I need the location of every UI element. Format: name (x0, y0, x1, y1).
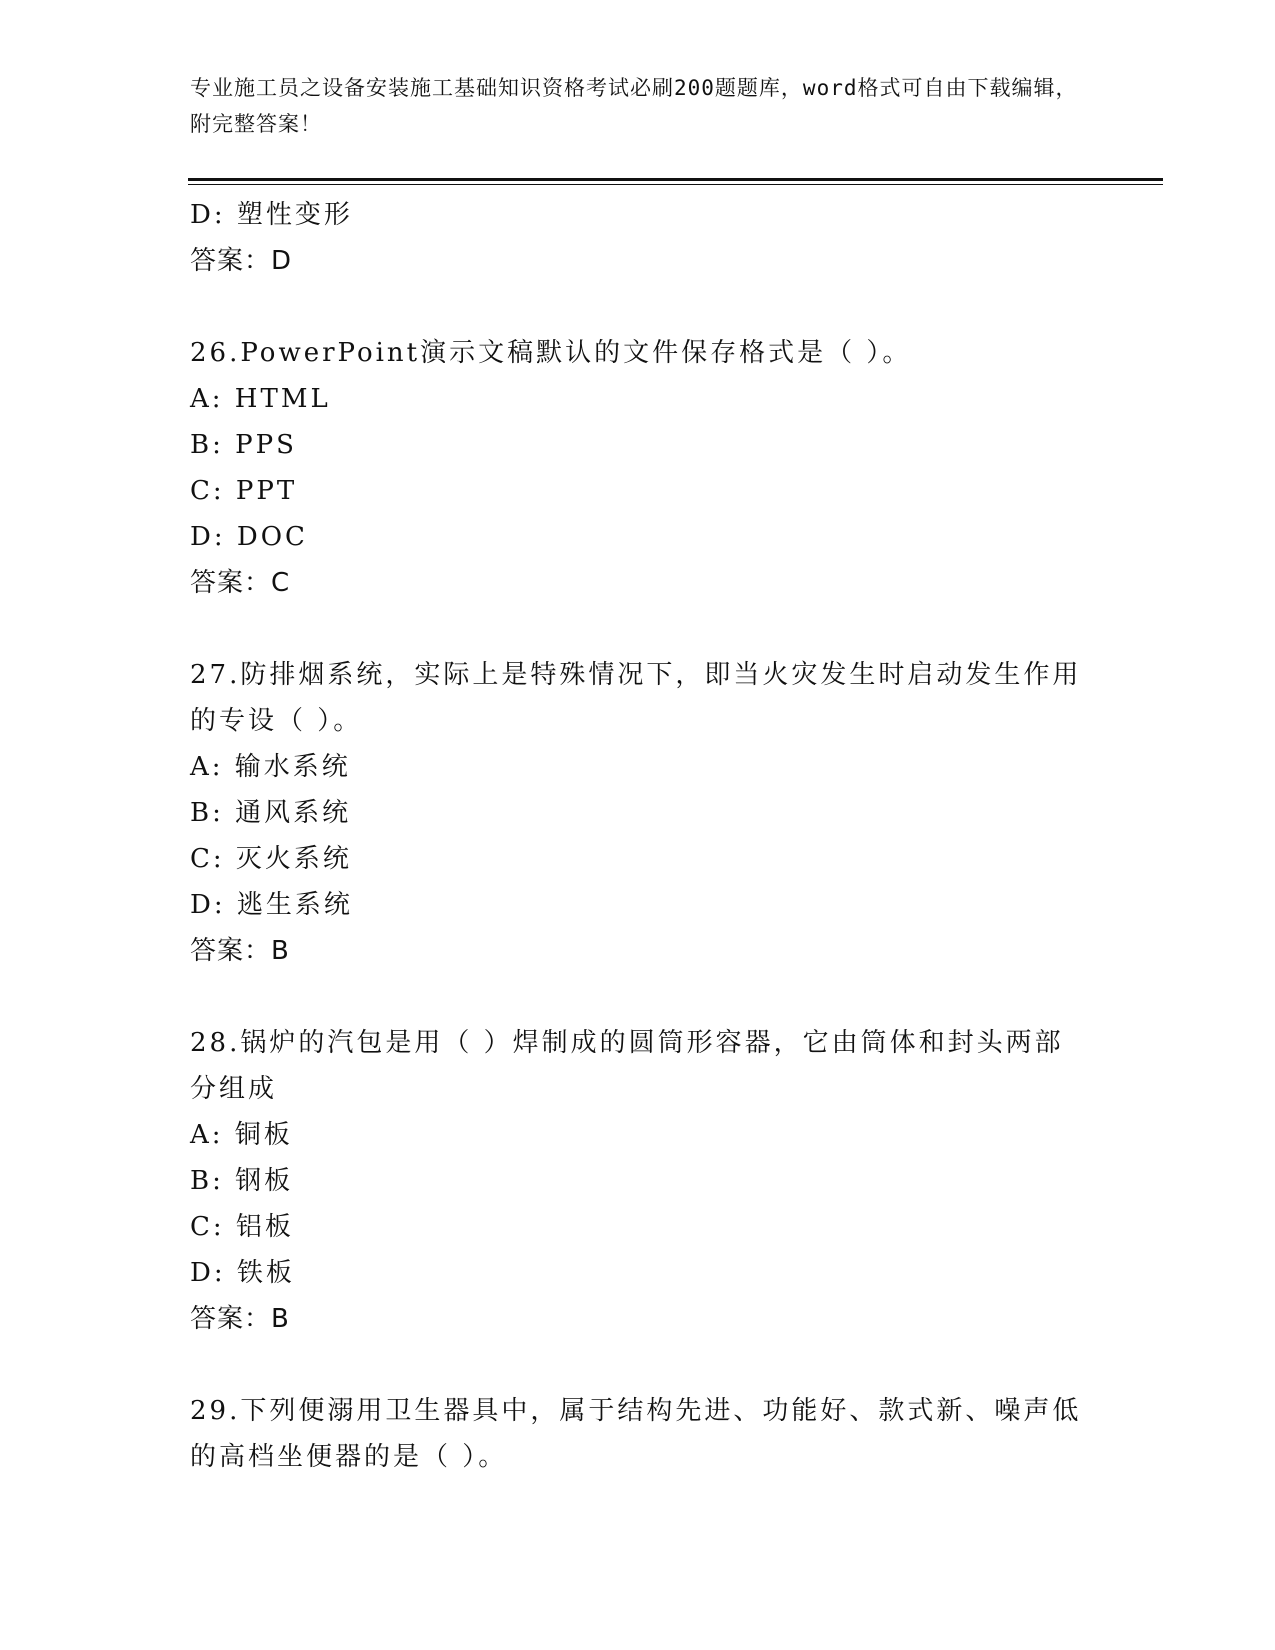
answer: 答案：D (190, 246, 293, 276)
option-a: A: 输水系统 (190, 752, 351, 782)
question-list (190, 192, 1090, 1480)
option-a: A: HTML (190, 384, 331, 414)
answer: 答案：C (190, 568, 291, 598)
option-c: C: 灭火系统 (190, 844, 352, 874)
question-28 (190, 1020, 1090, 1342)
question-29 (190, 1388, 1090, 1480)
option-c: C: PPT (190, 476, 298, 506)
option-b: B: 钢板 (190, 1166, 294, 1196)
header-divider-thin (188, 184, 1163, 185)
question-stem: 29.下列便溺用卫生器具中，属于结构先进、功能好、款式新、噪声低的高档坐便器的是（ ）。 (190, 1396, 1082, 1472)
question-stem: 28.锅炉的汽包是用（ ）焊制成的圆筒形容器，它由筒体和封头两部分组成 (190, 1028, 1064, 1104)
option-d: D: 塑性变形 (190, 200, 353, 230)
question-stem: 26.PowerPoint演示文稿默认的文件保存格式是（ ）。 (190, 338, 912, 368)
option-d: D: 逃生系统 (190, 890, 353, 920)
option-d: D: 铁板 (190, 1258, 295, 1288)
document-header: 专业施工员之设备安装施工基础知识资格考试必刷200题题库，word格式可自由下载编辑，附完整答案！ (190, 76, 1078, 136)
header-divider (188, 178, 1163, 181)
option-b: B: PPS (190, 430, 297, 460)
question-stem: 27.防排烟系统，实际上是特殊情况下，即当火灾发生时启动发生作用的专设（ ）。 (190, 660, 1082, 736)
answer: 答案：B (190, 936, 290, 966)
option-d: D: DOC (190, 522, 308, 552)
option-a: A: 铜板 (190, 1120, 293, 1150)
question-27 (190, 652, 1090, 974)
option-c: C: 铝板 (190, 1212, 294, 1242)
question-26 (190, 330, 1090, 606)
answer: 答案：B (190, 1304, 290, 1334)
option-b: B: 通风系统 (190, 798, 352, 828)
